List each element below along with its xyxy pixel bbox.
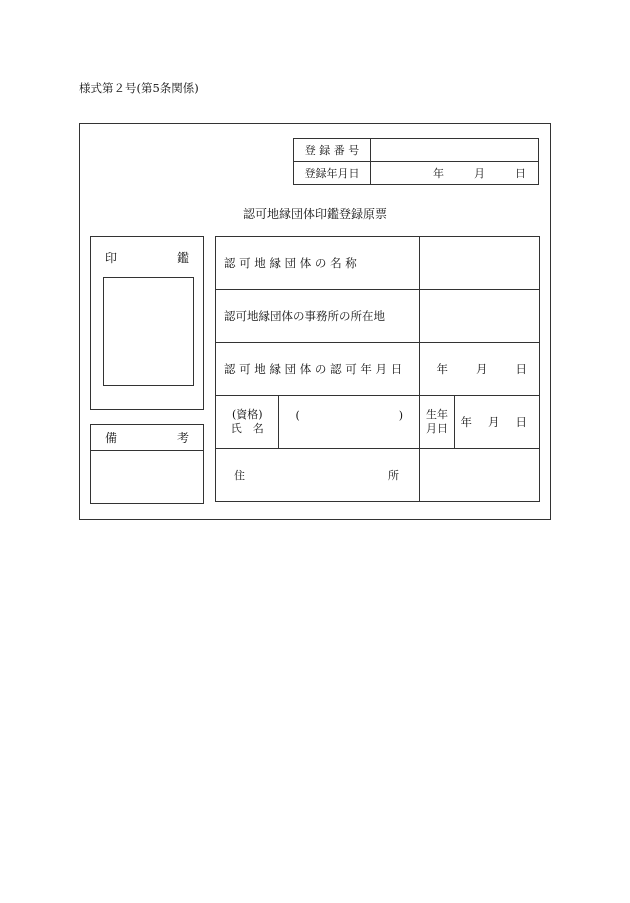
registration-month: 月 xyxy=(474,167,485,180)
qualification-label: (資格) xyxy=(231,408,263,421)
seal-impression-area[interactable] xyxy=(103,277,194,386)
birth-month: 月 xyxy=(488,415,500,429)
approval-year: 年 xyxy=(436,362,448,376)
registration-year: 年 xyxy=(433,167,444,180)
seal-box xyxy=(90,236,204,410)
seal-label-left: 印 xyxy=(105,251,118,265)
registration-table xyxy=(293,138,539,185)
remarks-box xyxy=(90,424,204,504)
representative-label xyxy=(216,396,279,449)
birth-year: 年 xyxy=(460,415,472,429)
remarks-label-left: 備 xyxy=(105,431,118,445)
main-table xyxy=(215,236,540,502)
remarks-label-right: 考 xyxy=(176,431,189,445)
address-label-left: 住 xyxy=(234,469,245,482)
paren-close: ) xyxy=(398,408,403,422)
office-address-label: 認可地縁団体の事務所の所在地 xyxy=(216,290,420,343)
registration-number-label: 登 録 番 号 xyxy=(294,139,371,162)
birthdate-label xyxy=(420,396,455,449)
organization-name-field[interactable] xyxy=(420,237,540,290)
registration-date-label: 登録年月日 xyxy=(294,162,371,185)
registration-number-field[interactable] xyxy=(370,139,538,162)
shimei-label: 氏 名 xyxy=(230,422,264,435)
approval-date-field[interactable] xyxy=(420,343,540,396)
approval-day: 日 xyxy=(515,362,527,376)
approval-month: 月 xyxy=(476,362,488,376)
form-number: 様式第２号(第5条関係) xyxy=(79,81,199,95)
birthdate-field[interactable] xyxy=(455,396,540,449)
address-field[interactable] xyxy=(420,449,540,502)
representative-name-field[interactable] xyxy=(279,396,420,449)
birthdate-label-top: 生年 xyxy=(426,408,448,421)
registration-date-field[interactable] xyxy=(370,162,538,185)
birthdate-label-bottom: 月日 xyxy=(426,422,448,435)
registration-day: 日 xyxy=(515,167,526,180)
form-title: 認可地縁団体印鑑登録原票 xyxy=(242,207,387,221)
address-label xyxy=(216,449,420,502)
seal-label-right: 鑑 xyxy=(176,251,189,265)
approval-date-label: 認 可 地 縁 団 体 の 認 可 年 月 日 xyxy=(216,343,420,396)
birth-day: 日 xyxy=(515,415,527,429)
office-address-field[interactable] xyxy=(420,290,540,343)
paren-open: ( xyxy=(295,408,300,422)
organization-name-label: 認 可 地 縁 団 体 の 名 称 xyxy=(216,237,420,290)
address-label-right: 所 xyxy=(388,469,399,482)
